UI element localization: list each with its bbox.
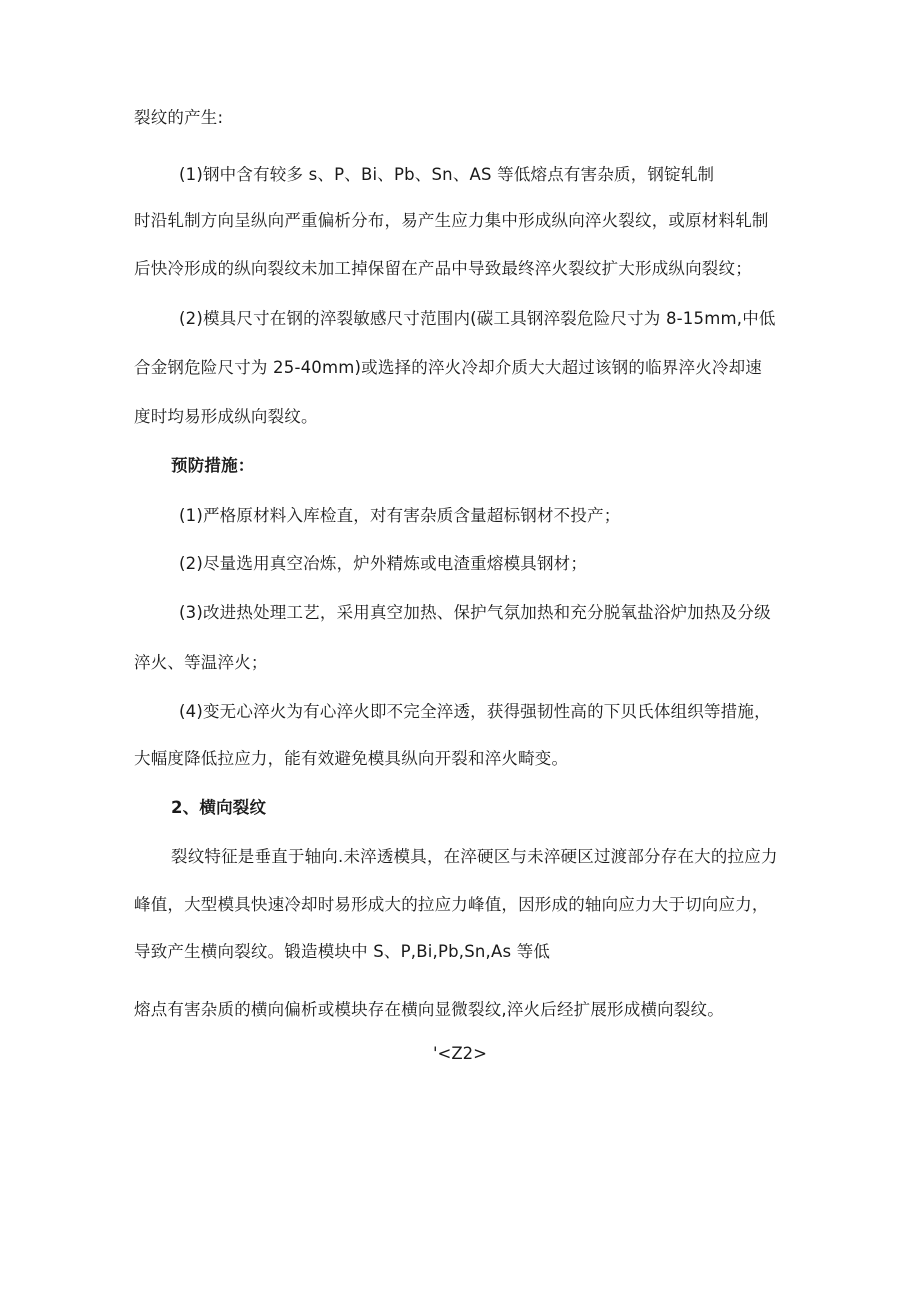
text-line-measure-1: (1)严格原材料入库检直，对有害杂质含量超标钢材不投产； xyxy=(179,506,621,525)
text-line-measure-4a: (4)变无心淬火为有心淬火即不完全淬透，获得强韧性高的下贝氏体组织等措施， xyxy=(179,702,771,721)
text-line-transverse-1: 裂纹特征是垂直于轴向.未淬透模具，在淬硬区与未淬硬区过渡部分存在大的拉应力 xyxy=(171,847,778,866)
text-line-cause-2a: (2)模具尺寸在钢的淬裂敏感尺寸范围内(碳工具钢淬裂危险尺寸为 8-15mm,中低 xyxy=(179,309,776,328)
text-line-cause-2c: 度时均易形成纵向裂纹。 xyxy=(134,407,318,426)
text-line-cause-1a: (1)钢中含有较多 s、P、Bi、Pb、Sn、AS 等低熔点有害杂质，钢锭轧制 xyxy=(179,165,715,184)
text-line-measure-3a: (3)改进热处理工艺，采用真空加热、保护气氛加热和充分脱氧盐浴炉加热及分级 xyxy=(179,603,771,622)
text-line-transverse-2: 峰值，大型模具快速冷却时易形成大的拉应力峰值，因形成的轴向应力大于切向应力， xyxy=(134,895,769,914)
text-line-cause-2b: 合金钢危险尺寸为 25-40mm)或选择的淬火冷却介质大大超过该钢的临界淬火冷却速 xyxy=(134,358,762,377)
text-line-cause-1c: 后快冷形成的纵向裂纹未加工掉保留在产品中导致最终淬火裂纹扩大形成纵向裂纹； xyxy=(134,259,752,278)
text-line-transverse-4: 熔点有害杂质的横向偏析或模块存在横向显微裂纹,淬火后经扩展形成横向裂纹。 xyxy=(134,1000,724,1019)
text-line-cause-1b: 时沿轧制方向呈纵向严重偏析分布，易产生应力集中形成纵向淬火裂纹，或原材料轧制 xyxy=(134,211,769,230)
text-line-transverse-3: 导致产生横向裂纹。锻造模块中 S、P,Bi,Pb,Sn,As 等低 xyxy=(134,942,551,961)
text-line-measure-3b: 淬火、等温淬火； xyxy=(134,653,268,672)
heading-prevention: 预防措施： xyxy=(171,456,255,475)
heading-transverse-crack: 2、横向裂纹 xyxy=(171,798,267,817)
text-line-measure-2: (2)尽量选用真空冶炼，炉外精炼或电渣重熔模具钢材； xyxy=(179,554,588,573)
page-marker: '<Z2> xyxy=(433,1044,487,1063)
text-line-measure-4b: 大幅度降低拉应力，能有效避免模具纵向开裂和淬火畸变。 xyxy=(134,749,569,768)
text-line-crack-origin: 裂纹的产生: xyxy=(134,108,224,127)
